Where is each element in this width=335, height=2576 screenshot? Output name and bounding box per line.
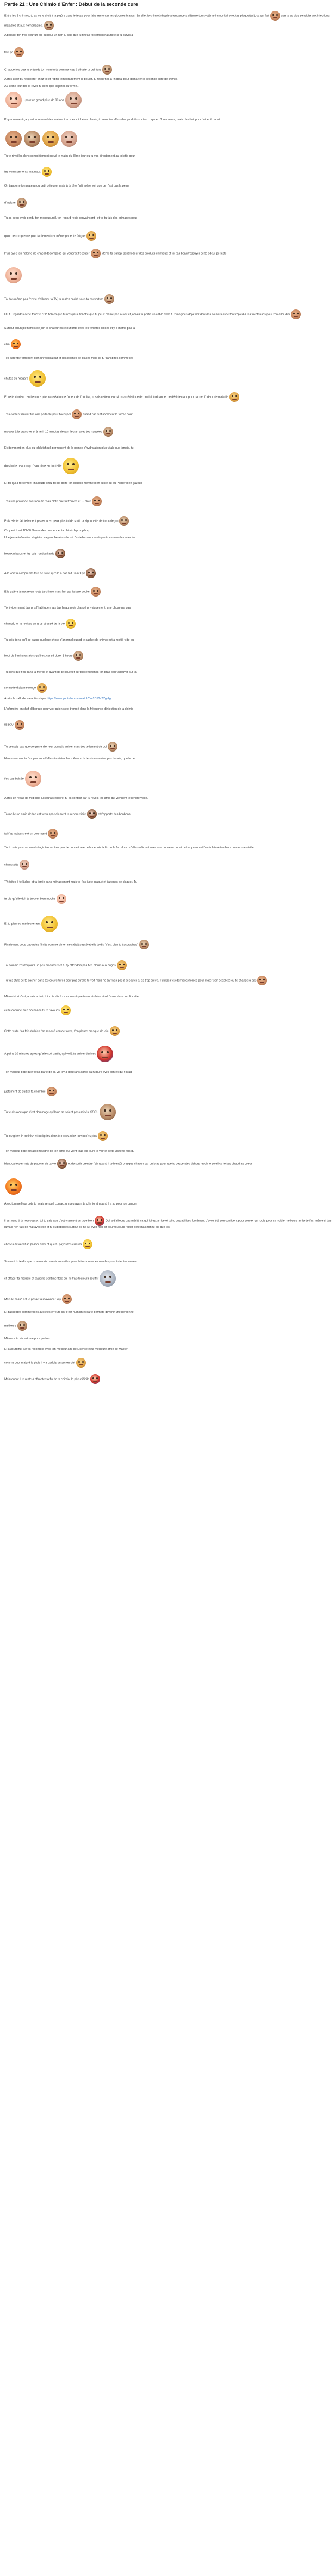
- cry-sticker-icon: [29, 370, 46, 387]
- cry-sticker-icon: [61, 1005, 71, 1015]
- risitas-sticker-icon: [92, 496, 102, 506]
- post-paragraph: [4, 809, 332, 819]
- post-paragraph: [4, 427, 332, 437]
- jesus-sticker-icon: [102, 65, 112, 75]
- paragraph-text: sonnette d'alarme rouge: [4, 686, 36, 690]
- paragraph-text: Toi comme t'es toujours un peu amoureux et tu t'y attendais pas t'en pleurs aux anges: [4, 964, 116, 967]
- risitas-sticker-icon: [15, 720, 24, 730]
- risitas-sticker-icon: [47, 1087, 57, 1096]
- post-paragraph: [4, 880, 332, 884]
- paragraph-text: ...pour un grand père de 90 ans: [23, 98, 64, 102]
- risitas-sticker-icon: [291, 309, 301, 319]
- post-paragraph: [4, 11, 332, 30]
- jesus-sticker-icon: [17, 1321, 27, 1331]
- doctor-sticker-icon: [100, 1270, 116, 1287]
- baby-sticker-icon: [25, 771, 41, 787]
- paragraph-text: Toi tu sais pas comment réagir t'as eu très peu de contact avec elle depuis la fin de la fac alors qu'elle s'affichait avec son nouveau copain et sa promo et l'avoir laissé tomber comme une vieille: [4, 846, 254, 849]
- risitas-sticker-icon: [62, 1294, 72, 1304]
- post-paragraph: [4, 1216, 332, 1230]
- post-paragraph: [4, 309, 332, 319]
- post-paragraph: [4, 757, 332, 761]
- ahi-sticker-icon: [98, 1131, 108, 1141]
- ahi-sticker-icon: [229, 392, 239, 402]
- post-paragraph: [4, 267, 332, 283]
- paragraph-text: Surtout qu'un plein mois de juin la chaleur est étouffante avec les fenêtres closes et y a même pas la: [4, 327, 135, 330]
- post-paragraph: [4, 1321, 332, 1331]
- paragraph-text: T'as une profonde aversion de l'eau plate que tu trouves et ... plate: [4, 500, 91, 504]
- risitas-sticker-icon: [14, 47, 24, 57]
- girl-sticker-icon: [86, 568, 96, 578]
- risitas-sticker-icon: [72, 409, 82, 419]
- paragraph-text: Ton meilleur pote est accompagné de ton amie qui vient tous les jours te voir et cette visite te fais du: [4, 1150, 135, 1153]
- post-paragraph: [4, 92, 332, 108]
- post-paragraph: [4, 707, 332, 711]
- paragraph-text: Après la mélodie caractéristique: [4, 697, 47, 700]
- risitas-sticker-icon: [270, 11, 280, 21]
- youtube-link[interactable]: https://www.youtube.com/watch?v=1D50a2Yg-2g: [47, 697, 111, 700]
- cry-sticker-icon: [83, 1239, 92, 1249]
- post-paragraph: [4, 154, 332, 158]
- post-paragraph: [4, 829, 332, 839]
- post-paragraph: [4, 568, 332, 578]
- paragraph-text: quand t'as suffisamment la forme pour: [83, 413, 133, 417]
- post-paragraph: [4, 184, 332, 188]
- ahi-sticker-icon: [86, 231, 96, 241]
- jesus-sticker-icon: [24, 131, 40, 147]
- jesus-sticker-icon: [119, 516, 129, 526]
- paragraph-text: cette coquine bien cochonne tu te l'avoues: [4, 1009, 60, 1013]
- paragraph-text: choses devaient se passer ainsi et que tu payes tes erreurs: [4, 1243, 82, 1246]
- paragraph-text: Entre les 2 chimios, tu as vu le droit à la piqûre dans le fesse pour faire remonter tes globules blancs. En effet le chimiothérapie a tendance a détruire ton système immunitaire (et tes plaquettes), ca qui fait: [4, 14, 269, 18]
- old-sticker-icon: [65, 92, 82, 108]
- paragraph-text: Et tu pleures intérieurement: [4, 922, 41, 926]
- post-paragraph: [4, 536, 332, 540]
- post-paragraph: [4, 294, 332, 304]
- post-paragraph: [4, 549, 332, 558]
- paragraph-text: Maintenant il te reste à affronter ta fin de ta chimio, le plus difficile: [4, 1377, 90, 1381]
- paragraph-text: Toi évidemment t'as pris l'habitude mais t'as beau avoir changé physiquement, une chose n'a pas: [4, 606, 131, 610]
- post-paragraph: [4, 357, 332, 361]
- paragraph-text: Mais le passé est le passé faut avancer koy: [4, 1298, 61, 1301]
- paragraph-text: A la voir tu comprends tout de suite qu'elle a pas fait Saint Cyr: [4, 572, 85, 575]
- paragraph-text: Qui a d'ailleurs pas mérité ca qui lui est arrivé et toi tu culpabilises forcément d'avoir été son confident pour son ex qui roule pour sa nuit le meilleure amie de fac, même si t'as jamais rien fais de mal avec elle et tu culpabilises surtout de ne lui avoir rien dit pour toujours rester pote mais ton tu dis que les: [4, 1219, 332, 1229]
- post-paragraph: [4, 339, 332, 349]
- post-paragraph: [4, 1087, 332, 1096]
- paragraph-text: A peine 10 minutes après qu'elle soit partie, qui voilà tu arriver devines: [4, 1052, 96, 1056]
- paragraph-text: On t'apporte ton plateau du petit déjeuner mais à ta tête l'infirmière voit que ce n'est pas la peine: [4, 184, 129, 188]
- paragraph-text: Après un repas de midi que tu saurais encore, tu es content car tu revois tes amis qui viennent te rendre visite.: [4, 797, 148, 800]
- jesus-sticker-icon: [108, 742, 117, 752]
- paragraph-text: Chaque fois que tu entends ton nom tu te commences à défaite ta ceinture: [4, 68, 102, 72]
- jesus-sticker-icon: [100, 1104, 116, 1120]
- risitas-sticker-icon: [5, 131, 22, 147]
- ahi-sticker-icon: [117, 960, 127, 970]
- paragraph-text: Ca y est il est 10h30 l'heure de commencer ta chimio hip hop hop: [4, 529, 90, 532]
- post-paragraph: [4, 671, 332, 674]
- paragraph-text: beaux nibards et les culs rondouillards: [4, 552, 54, 556]
- post-paragraph: [4, 85, 332, 89]
- post-part-label: Partie 21: [4, 2, 25, 7]
- post-paragraph: [4, 392, 332, 402]
- post-paragraph: [4, 34, 332, 38]
- paragraph-text: A baisser ton froc pour un oui ou pour un non tu sais que tu finiras forcément naturiste si tu survis à: [4, 34, 133, 37]
- paragraph-text: que tu es plus sensible aux infections, maladies et aux hémorragies.: [4, 14, 331, 28]
- post-paragraph: [4, 1358, 332, 1368]
- paragraph-text: Même si tu vis est une pure perfols...: [4, 1337, 53, 1340]
- post-paragraph: [4, 940, 332, 949]
- post-paragraph: [4, 516, 332, 526]
- paragraph-text: meilleure: [4, 1324, 16, 1328]
- paragraph-text: Puis avec ton haleine de chacal décomposé qui voudrait t'écouter: [4, 252, 90, 256]
- paragraph-text: Evidemment en plus du tchik tchouk permanent de la pompe d'hydratation plus vitale que jamais, tu: [4, 446, 134, 450]
- paragraph-text: tout ça: [4, 51, 14, 54]
- jesus-sticker-icon: [139, 940, 149, 949]
- ahi-sticker-icon: [37, 683, 47, 693]
- post-paragraph: [4, 370, 332, 387]
- post-paragraph: [4, 1311, 332, 1314]
- post-paragraph: [4, 496, 332, 506]
- post-paragraph: [4, 1150, 332, 1153]
- post-paragraph: [4, 458, 332, 474]
- jesus-sticker-icon: [103, 427, 113, 437]
- paragraph-text: Elle galère à mettre en route ta chimio mais finit par la faire couler: [4, 590, 90, 594]
- post-paragraph: [4, 482, 332, 486]
- paragraph-text: Heureusement tu t'as pas trop d'effets indésirables même si ta tension va n'est pas tassée, quelle ne: [4, 757, 135, 760]
- post-body: [4, 11, 332, 1384]
- paragraph-text: Tu as beau avoir perdu ton monoucurcil, ton regard reste convaincant , et toi tu fais des grimaces pour: [4, 216, 138, 220]
- post-paragraph: [4, 619, 332, 629]
- paragraph-text: mouver à le brancher et à tenir 10 minutes devant l'écran avec tes nausées: [4, 430, 102, 434]
- paragraph-text: chutes du Niagara: [4, 377, 28, 381]
- paragraph-text: et de sortir prendre l'air quand il te bientôt presque chacun par un bras pour que tu descendes dehors revoir le soleil ca te fais chaud au coeur: [68, 1162, 252, 1166]
- post-title: [4, 2, 332, 7]
- cry-sticker-icon: [41, 916, 58, 932]
- post-paragraph: [4, 1374, 332, 1384]
- hero-sticker-icon: [95, 1216, 104, 1226]
- post-paragraph: [4, 916, 332, 932]
- post-paragraph: [4, 65, 332, 75]
- baby-sticker-icon: [5, 92, 22, 108]
- post-paragraph: [4, 1026, 332, 1036]
- paragraph-text: il est venu à ta rescousse , toi tu sais que c'est vraiment un type bien: [4, 1219, 94, 1223]
- paragraph-text: Tu te dis alors que c'est dommage qu'ils ne se soient pas croisés ISSOU: [4, 1110, 99, 1114]
- paragraph-text: Même ta transpi sent l'odeur des produits chimique et toi t'as beau t'essuyer cette odeur persiste: [101, 252, 227, 256]
- ahi-sticker-icon: [76, 1358, 86, 1368]
- paragraph-text: comme quoi malgré la pluie il y a parfois un arc en ciel: [4, 1361, 75, 1365]
- paragraph-text: et effacer ta maladie et ta peine sentimentale qui ne t'ais toujours souffrir: [4, 1277, 99, 1281]
- old-sticker-icon: [61, 131, 77, 147]
- post-paragraph: [4, 1348, 332, 1351]
- ahi-sticker-icon: [110, 1026, 120, 1036]
- paragraph-text: Toi t'as même pas l'envie d'allumer ta TV, tu restes caché sous ta couverture: [4, 297, 104, 301]
- paragraph-text: Où tu regardes cette fenêtre et là t'ahiès que tu n'as plus, fenêtre que tu peux même pas ouvrir et jamais tu pertis un câble alors tu t'imagines déjà filer dans les couloirs avec ton trépied à tes tricoteuses pour t'en aller d'ici: [4, 313, 290, 316]
- post-paragraph: [4, 894, 332, 904]
- paragraph-text: Tu imagines le malaise et tu rigoles dans ta moustache que tu n'as plus: [4, 1134, 97, 1138]
- post-paragraph: [4, 118, 332, 122]
- paragraph-text: Cette visite t'as fais du bien t'as renoué contact avec, t'en pleure presque de joie: [4, 1029, 109, 1033]
- post-paragraph: [4, 1260, 332, 1264]
- paragraph-text: et t'apporte des bonbons,: [98, 812, 132, 816]
- post-paragraph: [4, 1046, 332, 1062]
- cry-sticker-icon: [66, 619, 76, 629]
- paragraph-text: Tes parents t'amenent bien un ventilateur et des poches de glaces mais toi tu transpires comme les: [4, 357, 133, 360]
- post-paragraph: [4, 216, 332, 220]
- post-paragraph: [4, 683, 332, 693]
- post-paragraph: [4, 1178, 332, 1195]
- post-paragraph: [4, 1104, 332, 1120]
- baby-sticker-icon: [57, 894, 66, 904]
- post-paragraph: [4, 1337, 332, 1341]
- paragraph-text: T'hésites à te lâcher et ta jamie sans ménagement mais toi t'as juste craqué et t'attends de claquer. Tu: [4, 880, 137, 884]
- jesus-sticker-icon: [17, 198, 27, 208]
- post-paragraph: [4, 742, 332, 752]
- paragraph-text: Physiquement ça y est tu ressembles vraiment au mec cliché en chimio, tu sens les effets des produits sur ton corps en 3 semaines, mais c'est fait pour t'aider il parait: [4, 118, 220, 121]
- post-paragraph: [4, 1239, 332, 1249]
- risitas-sticker-icon: [257, 976, 267, 985]
- post-paragraph: [4, 1270, 332, 1287]
- risitas-sticker-icon: [91, 249, 101, 258]
- post-paragraph: [4, 409, 332, 419]
- paragraph-text: tes vomissements matinaux: [4, 170, 41, 174]
- hero-sticker-icon: [90, 1374, 100, 1384]
- cry-sticker-icon: [42, 167, 52, 177]
- ahi-sticker-icon: [42, 131, 59, 147]
- paragraph-text: Tu pensais pas que ce genre d'erreur pouvais arriver mais t'es tellement de bol: [4, 745, 107, 749]
- post-paragraph: [4, 231, 332, 241]
- paragraph-text: Et t'acceptes comme tu es avec tes erreurs car c'est humain et ca te permets devenir une personne: [4, 1311, 134, 1314]
- paragraph-text: Une jeune infirmière stagiaire s'approche alors de toi, t'es tellement crevé que tu ceuves de mater les: [4, 536, 136, 539]
- post-paragraph: [4, 976, 332, 985]
- girl-sticker-icon: [57, 1159, 67, 1169]
- paragraph-text: justement de quitter ta chambre: [4, 1090, 46, 1094]
- paragraph-text: chaussette: [4, 863, 19, 867]
- post-paragraph: [4, 1005, 332, 1015]
- post-paragraph: [4, 720, 332, 730]
- post-paragraph: [4, 606, 332, 610]
- post-paragraph: [4, 167, 332, 177]
- girl-sticker-icon: [55, 549, 65, 558]
- paragraph-text: bien, ca te permets de papoter de ta vie: [4, 1162, 56, 1166]
- post-paragraph: [4, 131, 332, 147]
- paragraph-text: toi t'as toujours été un gourmand: [4, 832, 47, 836]
- paragraph-text: Ton meilleur pote qui t'avais parlé de sa vie il y a deux ans après sa rupture avec son ex qui t'avait: [4, 1071, 132, 1074]
- post-title-text: : Une Chimio d'Enfer : Début de la seconde cure: [24, 2, 138, 7]
- post-paragraph: [4, 446, 332, 450]
- post-paragraph: [4, 1294, 332, 1304]
- post-paragraph: [4, 327, 332, 331]
- paragraph-text: Tu cois donc qu'il se passe quelque chose d'anormal quand le sachet de chimio est à moitié vide au: [4, 638, 134, 642]
- paragraph-text: Et cette chaleur rend encore plus nauséabonde l'odeur de l'hôpital, tu sais cette odeur si caractéristique de produit toxicant et de désinfectant pour cacher l'odeur de maladie: [4, 395, 228, 399]
- post-paragraph: [4, 78, 332, 82]
- post-paragraph: [4, 198, 332, 208]
- paragraph-text: bout de 5 minutes alors qu'il est censé durer 1 heure: [4, 654, 73, 658]
- post-paragraph: [4, 995, 332, 999]
- jesus-sticker-icon: [44, 21, 54, 30]
- paragraph-text: Après avoir pu récupérer chez toi et repris temporairement le boulot, tu retournes à l'hôpital pour démarrer la seconde cure de chimio.: [4, 78, 178, 81]
- paragraph-text: Tu te réveilles donc complètement crevé le matin du 3ème jour ou tu vas directement au toilette pour: [4, 154, 135, 158]
- paragraph-text: Même ici si c'est jamais arrivé, toi tu te dis à ce moment que tu aurais bien aimé l'avoir dans ton lit cette: [4, 995, 139, 998]
- old-sticker-icon: [20, 860, 29, 870]
- post-paragraph: [4, 1159, 332, 1169]
- paragraph-text: ISSOU: [4, 723, 14, 727]
- post-paragraph: [4, 638, 332, 642]
- paragraph-text: Et toi qui a forcément l'habitude chez toi de boire ton diabolo menthe bien sucré ou du Perrier bien gazeux: [4, 482, 142, 485]
- post-paragraph: [4, 960, 332, 970]
- post-paragraph: [4, 47, 332, 57]
- paragraph-text: d'insister: [4, 201, 16, 205]
- cry-sticker-icon: [63, 458, 79, 474]
- paragraph-text: Et aujourd'hui tu t'es réconcilié avec ton meilleur ami de Licence et ta meilleure amie de Master: [4, 1348, 128, 1351]
- post-paragraph: [4, 697, 332, 701]
- paragraph-text: Tu sens que t'es dans la merde et avant de te liquéfier sur place tu tends ton bras pour appuyer sur ta: [4, 671, 137, 674]
- paragraph-text: Ta meilleure amie de fac est venu spécialement te rendre visite: [4, 812, 86, 816]
- fire-sticker-icon: [11, 339, 21, 349]
- post-paragraph: [4, 651, 332, 661]
- post-paragraph: [4, 529, 332, 533]
- hero-sticker-icon: [97, 1046, 113, 1062]
- paragraph-text: T'es content d'avoir ton ordi portable pour t'occuper: [4, 413, 71, 417]
- paragraph-text: t'es pas baisée: [4, 777, 24, 781]
- girl-sticker-icon: [87, 809, 97, 819]
- jesus-sticker-icon: [73, 651, 83, 661]
- post-paragraph: [4, 860, 332, 870]
- post-paragraph: [4, 846, 332, 850]
- paragraph-text: L'infirmière en chef débarque pour voir qu'on s'est trompé dans la fréquence d'injection de la chimio: [4, 707, 134, 711]
- fire-sticker-icon: [5, 1178, 22, 1195]
- paragraph-text: Puis elle te fait tellement pisser tu en peux plus toi de sortir ta zigounette de ton caleçon: [4, 519, 119, 523]
- post-paragraph: [4, 771, 332, 787]
- paragraph-text: Tu fais style de te cacher dans tes couvertures pour pas qu'elle te voit mais ho t'arrives pas à t'écouter tu es trop crevé. T'utilises tes dernières forces pour mater son décolleté ou te changera pas: [4, 979, 257, 983]
- post-paragraph: [4, 1071, 332, 1075]
- paragraph-text: clim: [4, 343, 10, 346]
- risitas-sticker-icon: [91, 587, 101, 597]
- post-paragraph: [4, 1202, 332, 1206]
- paragraph-text: Souvent tu te dis que tu aimerais revenir en arrière pour éviter toutes les merdes pour toi et tes autres,: [4, 1260, 138, 1263]
- paragraph-text: changé, toi tu revises un gros stressé de la vie: [4, 622, 65, 626]
- paragraph-text: dois boire beaucoup d'eau plate en bouteille: [4, 464, 62, 468]
- paragraph-text: Avec ton meilleur pote tu avais renoué contact un peu avant ta chimio et quand il a su pour ton cancer: [4, 1202, 137, 1206]
- paragraph-text: Au 3ème jour dès le réveil tu sens que tu pètes la forme...: [4, 85, 79, 88]
- post-paragraph: [4, 1131, 332, 1141]
- post-paragraph: [4, 797, 332, 800]
- risitas-sticker-icon: [48, 829, 58, 839]
- paragraph-text: qu'on te comprenne plus facilement car même parler te fatigue: [4, 234, 86, 238]
- post-paragraph: [4, 587, 332, 597]
- paragraph-text: te dis qu'elle doit te trouver bien moche: [4, 897, 55, 901]
- baby-sticker-icon: [5, 267, 22, 283]
- jesus-sticker-icon: [104, 294, 114, 304]
- paragraph-text: Finalement vous bavardez (limite comme si rien ne s'était passé et elle te dis "c'est bien tu t'accroches": [4, 943, 138, 947]
- post-paragraph: [4, 249, 332, 258]
